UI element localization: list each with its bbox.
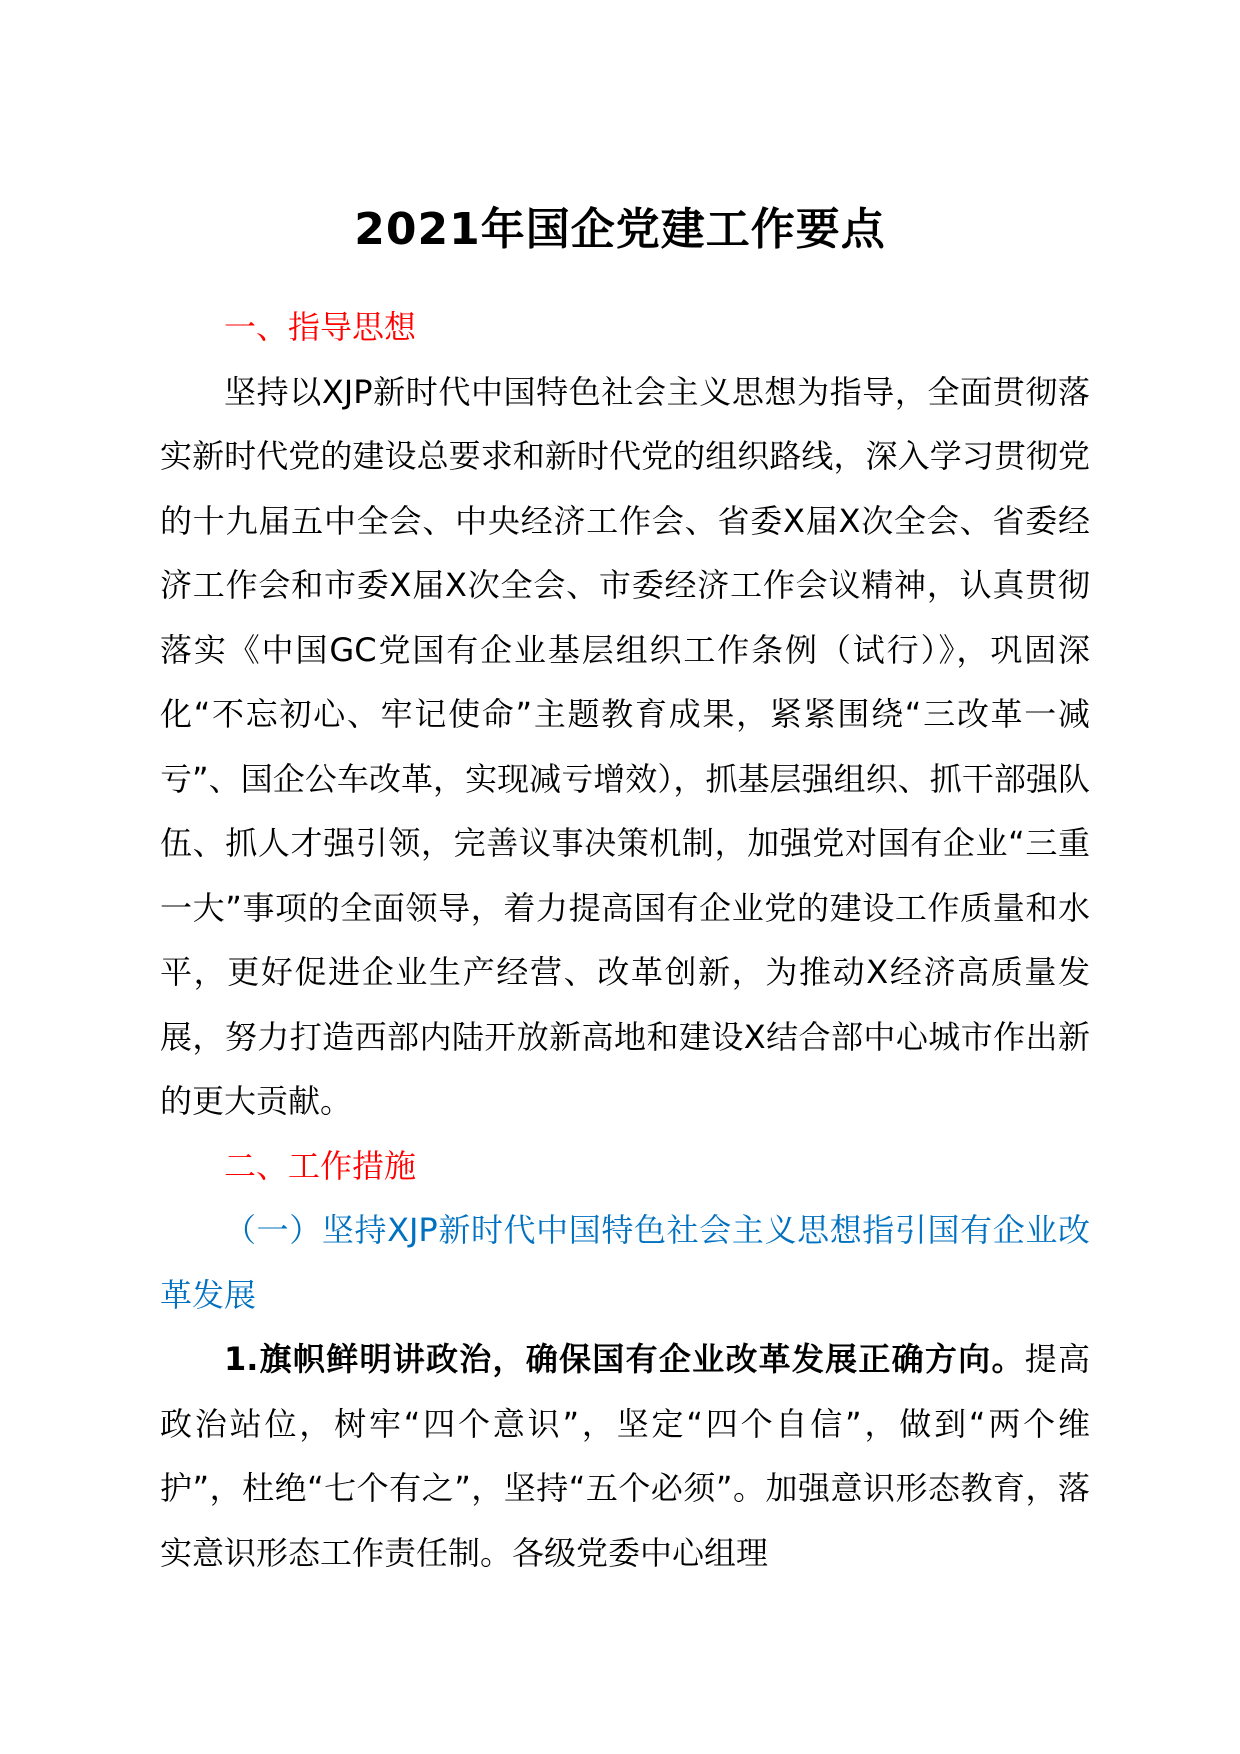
document-content: [160, 295, 1090, 1585]
document-title: 2021年国企党建工作要点: [354, 204, 886, 255]
item-1-paragraph: [160, 1327, 1090, 1585]
item-1-body: 提高政治站位，树牢“四个意识”，坚定“四个自信”，做到“两个维护”，杜绝“七个有之”，坚持“五个必须”。加强意识形态教育，落实意识形态工作责任制。各级党委中心组理: [160, 1340, 1090, 1572]
section-heading-guiding-ideology: 一、指导思想: [224, 308, 417, 346]
item-1-lead: 1.旗帜鲜明讲政治，确保国有企业改革发展正确方向。: [224, 1340, 1025, 1378]
guiding-ideology-paragraph: 坚持以XJP新时代中国特色社会主义思想为指导，全面贯彻落实新时代党的建设总要求和新时代党的组织路线，深入学习贯彻党的十九届五中全会、中央经济工作会、省委X届X次全会、省委经济工作会和市委X届X次全会、市委经济工作会议精神，认真贯彻落实《中国GC党国有企业基层组织工作条例（试行）》，巩固深化“不忘初心、牢记使命”主题教育成果，紧紧围绕“三改革一减亏”、国企公车改革，实现减亏增效），抓基层强组织、抓干部强队伍、抓人才强引领，完善议事决策机制，加强党对国有企业“三重一大”事项的全面领导，着力提高国有企业党的建设工作质量和水平，更好促进企业生产经营、改革创新，为推动X经济高质量发展，努力打造西部内陆开放新高地和建设X结合部中心城市作出新的更大贡献。: [160, 372, 1090, 1120]
subsection-heading-1: （一）坚持XJP新时代中国特色社会主义思想指引国有企业改革发展: [160, 1211, 1090, 1314]
section-heading-work-measures: 二、工作措施: [224, 1146, 417, 1185]
